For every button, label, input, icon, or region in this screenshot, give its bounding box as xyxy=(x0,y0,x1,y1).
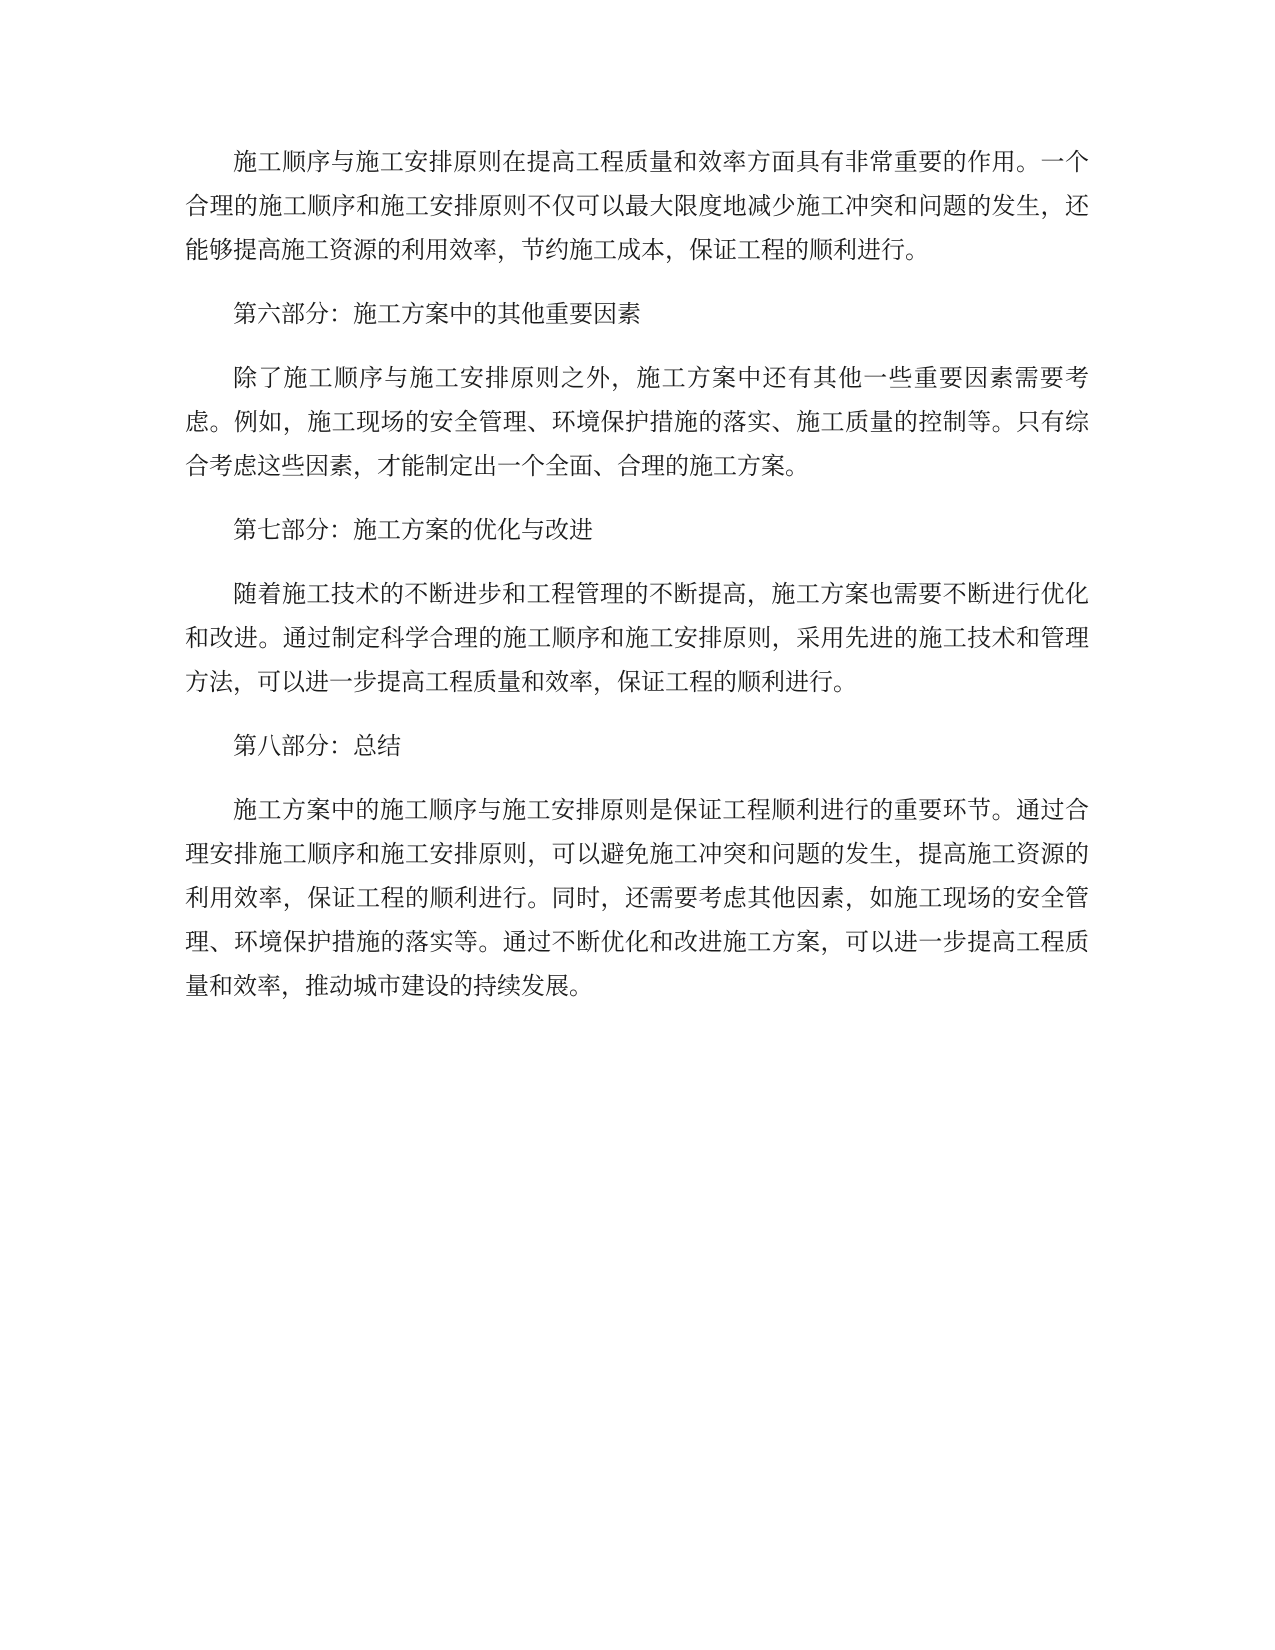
section-heading-part-six: 第六部分：施工方案中的其他重要因素 xyxy=(233,300,641,328)
section-heading-part-seven: 第七部分：施工方案的优化与改进 xyxy=(233,516,593,544)
paragraph-other-factors: 除了施工顺序与施工安排原则之外，施工方案中还有其他一些重要因素需要考虑。例如，施工现场的安全管理、环境保护措施的落实、施工质量的控制等。只有综合考虑这些因素，才能制定出一个全面、合理的施工方案。 xyxy=(185,364,1089,480)
section-heading-part-eight: 第八部分：总结 xyxy=(233,732,401,760)
paragraph-intro: 施工顺序与施工安排原则在提高工程质量和效率方面具有非常重要的作用。一个合理的施工顺序和施工安排原则不仅可以最大限度地减少施工冲突和问题的发生，还能够提高施工资源的利用效率，节约施工成本，保证工程的顺利进行。 xyxy=(185,148,1089,264)
paragraph-optimization: 随着施工技术的不断进步和工程管理的不断提高，施工方案也需要不断进行优化和改进。通过制定科学合理的施工顺序和施工安排原则，采用先进的施工技术和管理方法，可以进一步提高工程质量和效率，保证工程的顺利进行。 xyxy=(185,580,1089,696)
document-body xyxy=(185,140,1089,1028)
paragraph-summary: 施工方案中的施工顺序与施工安排原则是保证工程顺利进行的重要环节。通过合理安排施工顺序和施工安排原则，可以避免施工冲突和问题的发生，提高施工资源的利用效率，保证工程的顺利进行。同时，还需要考虑其他因素，如施工现场的安全管理、环境保护措施的落实等。通过不断优化和改进施工方案，可以进一步提高工程质量和效率，推动城市建设的持续发展。 xyxy=(185,796,1089,1000)
